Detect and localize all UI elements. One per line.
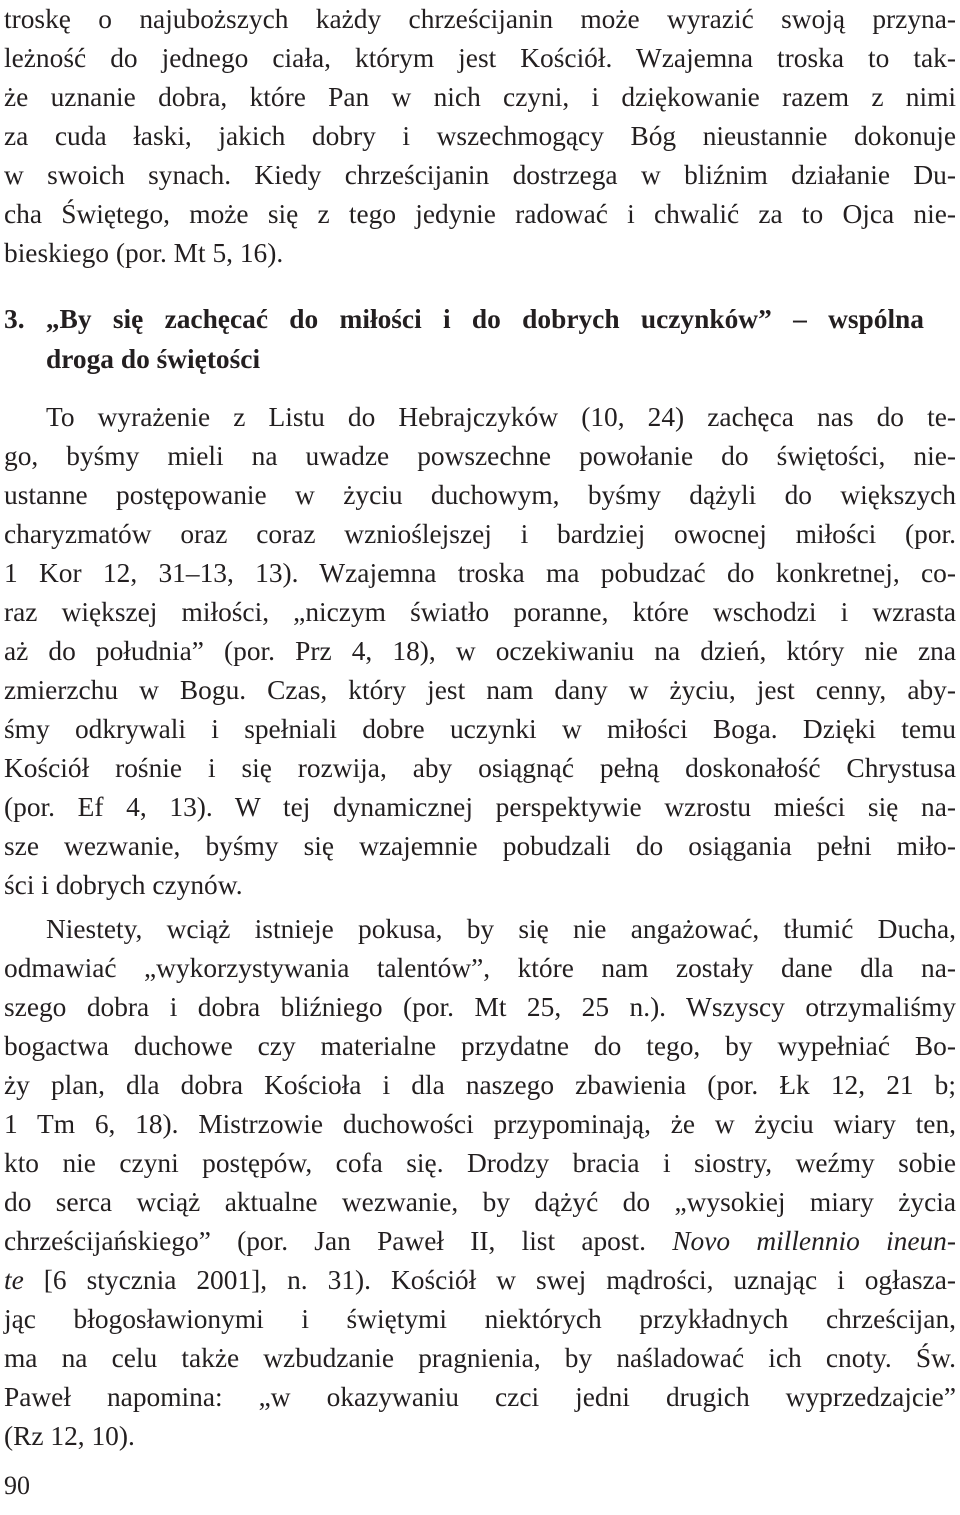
text-line: charyzmatów oraz coraz wznioślejszej i bardziej owocnej miłości (por. [4,519,956,549]
text-segment: chrześcijańskiego” (por. Jan Paweł II, list apost. [4,1226,673,1256]
text-line: (Rz 12, 10). [4,1421,135,1451]
text-line: raz większej miłości, „niczym światło poranne, które wschodzi i wzrasta [4,597,956,627]
text-line: troskę o najuboższych każdy chrześcijanin może wyrazić swoją przyna- [4,4,956,34]
text-line: kto nie czyni postępów, cofa się. Drodzy bracia i siostry, weźmy sobie [4,1148,956,1178]
text-line: (por. Ef 4, 13). W tej dynamicznej perspektywie wzrostu mieści się na- [4,792,956,822]
text-line: ma na celu także wzbudzanie pragnienia, by naśladować ich cnoty. Św. [4,1343,956,1373]
page-number: 90 [4,1471,30,1500]
italic-title: te [4,1265,24,1295]
italic-title: Novo millennio ineun- [672,1226,956,1256]
text-line-with-italic [4,1222,956,1261]
text-segment: [6 stycznia 2001], n. 31). Kościół w swej mądrości, uznając i ogłasza- [23,1265,956,1295]
text-line: jąc błogosławionymi i świętymi niektórych przykładnych chrześcijan, [4,1304,956,1334]
text-line: leżność do jednego ciała, którym jest Kościół. Wzajemna troska to tak- [4,43,956,73]
text-line: cha Świętego, może się z tego jedynie radować i chwalić za to Ojca nie- [4,199,956,229]
text-line: 1 Tm 6, 18). Mistrzowie duchowości przypominają, że w życiu wiary ten, [4,1109,956,1139]
text-line: szego dobra i dobra bliźniego (por. Mt 25, 25 n.). Wszyscy otrzymaliśmy [4,992,956,1022]
text-line: bogactwa duchowe czy materialne przydatne do tego, by wypełniać Bo- [4,1031,956,1061]
text-line: ustanne postępowanie w życiu duchowym, byśmy dążyli do większych [4,480,956,510]
text-line: śmy odkrywali i spełniali dobre uczynki w miłości Boga. Dzięki temu [4,714,956,744]
text-line: ści i dobrych czynów. [4,870,243,900]
text-line: bieskiego (por. Mt 5, 16). [4,238,284,268]
text-line: sze wezwanie, byśmy się wzajemnie pobudzali do osiągania pełni miło- [4,831,956,861]
text-line: za cuda łaski, jakich dobry i wszechmogący Bóg nieustannie dokonuje [4,121,956,151]
text-line: do serca wciąż aktualne wezwanie, by dążyć do „wysokiej miary życia [4,1187,956,1217]
section-heading [4,299,924,379]
text-line: Kościół rośnie i się rozwija, aby osiągnąć pełną doskonałość Chrystusa [4,753,956,783]
text-line-with-italic [4,1261,956,1300]
paragraph-2 [4,398,956,905]
heading-line-2: droga do świętości [46,344,261,374]
text-line: odmawiać „wykorzystywania talentów”, które nam zostały dane dla na- [4,953,956,983]
text-line: 1 Kor 12, 31–13, 13). Wzajemna troska ma pobudzać do konkretnej, co- [4,558,956,588]
text-line: To wyrażenie z Listu do Hebrajczyków (10, 24) zachęca nas do te- [46,402,956,432]
text-line: że uznanie dobra, które Pan w nich czyni, i dziękowanie razem z nimi [4,82,956,112]
text-line: ży plan, dla dobra Kościoła i dla naszego zbawienia (por. Łk 12, 21 b; [4,1070,956,1100]
text-line: aż do południa” (por. Prz 4, 18), w oczekiwaniu na dzień, który nie zna [4,636,956,666]
text-line: zmierzchu w Bogu. Czas, który jest nam dany w życiu, jest cenny, aby- [4,675,956,705]
text-line: go, byśmy mieli na uwadze powszechne powołanie do świętości, nie- [4,441,956,471]
text-line: w swoich synach. Kiedy chrześcijanin dostrzega w bliźnim działanie Du- [4,160,956,190]
paragraph-3 [4,910,956,1456]
text-line: Paweł napomina: „w okazywaniu czci jedni drugich wyprzedzajcie” [4,1382,956,1412]
text-line: Niestety, wciąż istnieje pokusa, by się nie angażować, tłumić Ducha, [46,914,956,944]
heading-line-1: 3. „By się zachęcać do miłości i do dobrych uczynków” – wspólna [4,304,924,334]
paragraph-1 [4,0,956,273]
